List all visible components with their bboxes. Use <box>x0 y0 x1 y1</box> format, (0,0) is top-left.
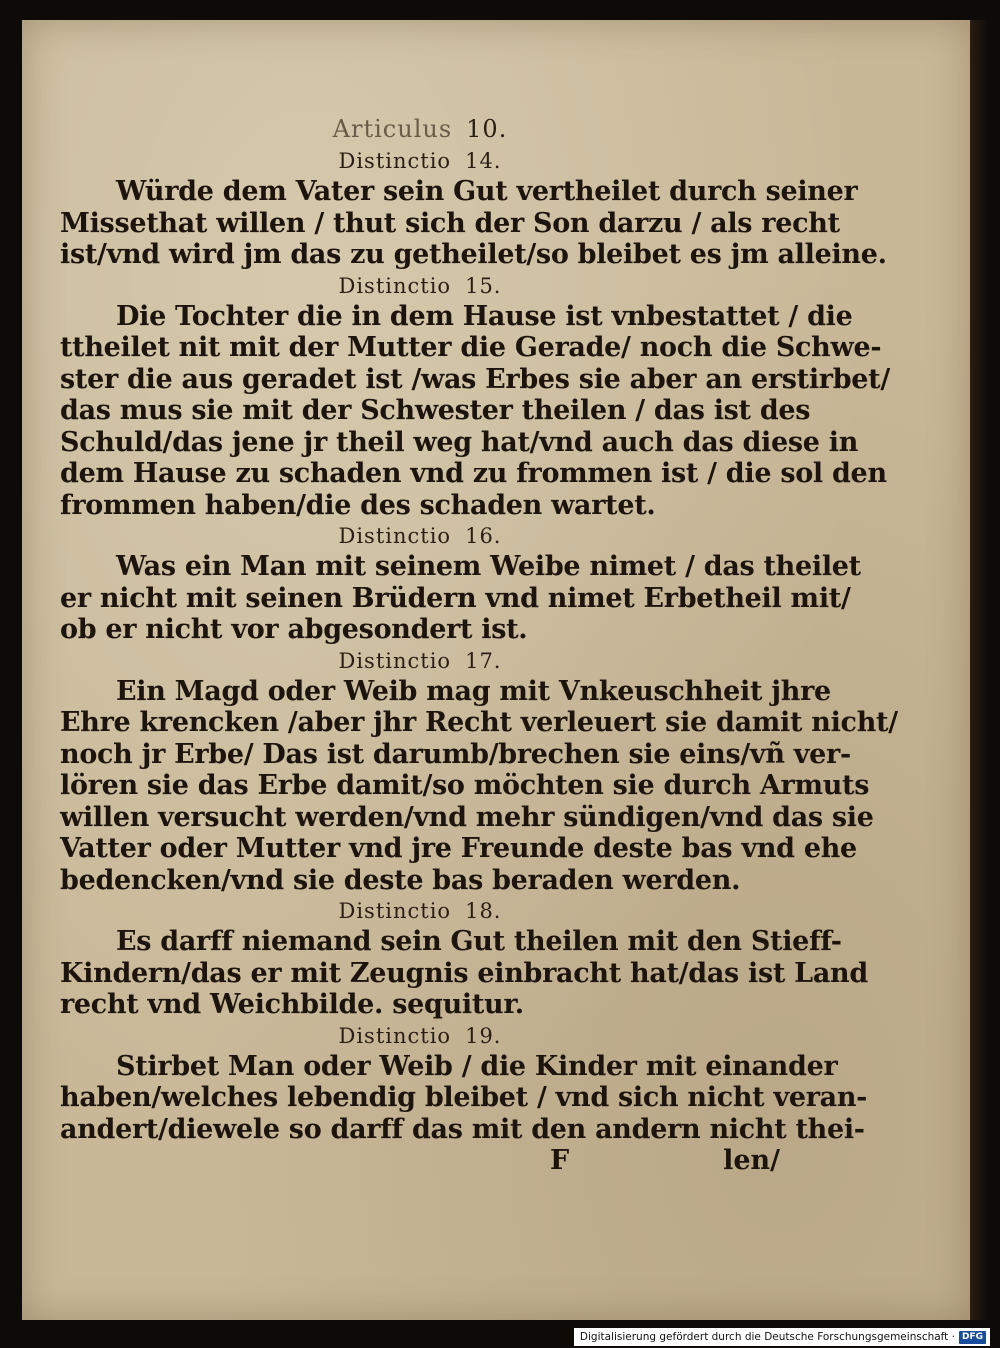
text-line: lören sie das Erbe damit/so möchten sie durch Armuts <box>60 770 870 801</box>
section-distinctio-16 <box>60 521 861 646</box>
text-block <box>60 112 898 1181</box>
text-line: Es darff niemand sein Gut theilen mit den Stieff- <box>116 926 842 957</box>
section-heading <box>60 271 780 301</box>
running-head <box>60 112 780 146</box>
text-line: Vatter oder Mutter vnd jre Freunde deste bas vnd ehe <box>60 833 857 864</box>
section-distinctio-17 <box>60 646 898 897</box>
heading-number: 17. <box>465 648 502 673</box>
section-distinctio-19 <box>60 1021 868 1146</box>
digitization-credit <box>574 1328 990 1346</box>
section-heading <box>60 521 780 551</box>
running-head-label: Articulus <box>332 115 453 143</box>
heading-number: 19. <box>465 1023 502 1048</box>
text-line: willen versucht werden/vnd mehr sündigen/vnd das sie <box>60 801 874 833</box>
text-line: Was ein Man mit seinem Weibe nimet / das theilet <box>116 551 861 582</box>
text-line: haben/welches lebendig bleibet / vnd sich nicht veran- <box>60 1082 868 1113</box>
heading-number: 16. <box>465 524 502 548</box>
heading-label: Distinctio <box>338 648 452 673</box>
text-line: Kindern/das er mit Zeugnis einbracht hat/das ist Land <box>60 957 868 989</box>
text-line: das mus sie mit der Schwester theilen / das ist des <box>60 395 811 426</box>
text-line: Ein Magd oder Weib mag mit Vnkeuschheit jhre <box>116 675 831 707</box>
text-line: ster die aus geradet ist /was Erbes sie aber an erstirbet/ <box>60 363 890 395</box>
signature-mark: F <box>550 1145 570 1176</box>
heading-label: Distinctio <box>338 1023 452 1048</box>
page-foot-row <box>60 1145 780 1181</box>
section-distinctio-18 <box>60 896 868 1021</box>
text-line: ttheilet nit mit der Mutter die Gerade/ noch die Schwe- <box>60 332 882 363</box>
text-line: Die Tochter die in dem Hause ist vnbestattet / die <box>116 300 853 332</box>
scanned-page <box>22 20 970 1320</box>
heading-number: 15. <box>465 273 502 298</box>
text-line: dem Hause zu schaden vnd zu frommen ist / die sol den <box>60 458 887 489</box>
text-line: Stirbet Man oder Weib / die Kinder mit einander <box>116 1050 838 1082</box>
text-line: recht vnd Weichbilde. sequitur. <box>60 989 524 1020</box>
heading-number: 14. <box>465 149 502 173</box>
section-heading <box>60 896 780 926</box>
text-line: Missethat willen / thut sich der Son darzu / als recht <box>60 207 840 239</box>
heading-number: 18. <box>465 899 502 923</box>
heading-label: Distinctio <box>338 899 452 923</box>
section-distinctio-15 <box>60 271 890 522</box>
text-line: er nicht mit seinen Brüdern vnd nimet Erbetheil mit/ <box>60 582 851 614</box>
dfg-logo-icon: DFG <box>959 1331 986 1344</box>
section-distinctio-14 <box>60 146 887 271</box>
text-line: noch jr Erbe/ Das ist darumb/brechen sie eins/vñ ver- <box>60 738 851 770</box>
text-line: Ehre krencken /aber jhr Recht verleuert sie damit nicht/ <box>60 707 898 738</box>
text-line: andert/diewele so darff das mit den andern nicht thei- <box>60 1113 865 1145</box>
heading-label: Distinctio <box>338 273 452 298</box>
heading-label: Distinctio <box>338 149 452 173</box>
text-line: Schuld/das jene jr theil weg hat/vnd auch das diese in <box>60 426 859 458</box>
catchword: len/ <box>723 1145 780 1176</box>
book-spine-shadow <box>970 20 988 1320</box>
section-heading <box>60 646 780 676</box>
section-heading <box>60 146 780 176</box>
heading-label: Distinctio <box>338 524 452 548</box>
text-line: ob er nicht vor abgesondert ist. <box>60 614 528 645</box>
text-line: ist/vnd wird jm das zu getheilet/so bleibet es jm alleine. <box>60 239 887 270</box>
section-heading <box>60 1021 780 1051</box>
running-head-number: 10. <box>466 115 508 143</box>
text-line: frommen haben/die des schaden wartet. <box>60 489 656 521</box>
text-line: bedencken/vnd sie deste bas beraden werden. <box>60 864 741 896</box>
text-line: Würde dem Vater sein Gut vertheilet durch seiner <box>116 176 858 207</box>
credit-text: Digitalisierung gefördert durch die Deutsche Forschungsgemeinschaft · <box>579 1331 955 1343</box>
